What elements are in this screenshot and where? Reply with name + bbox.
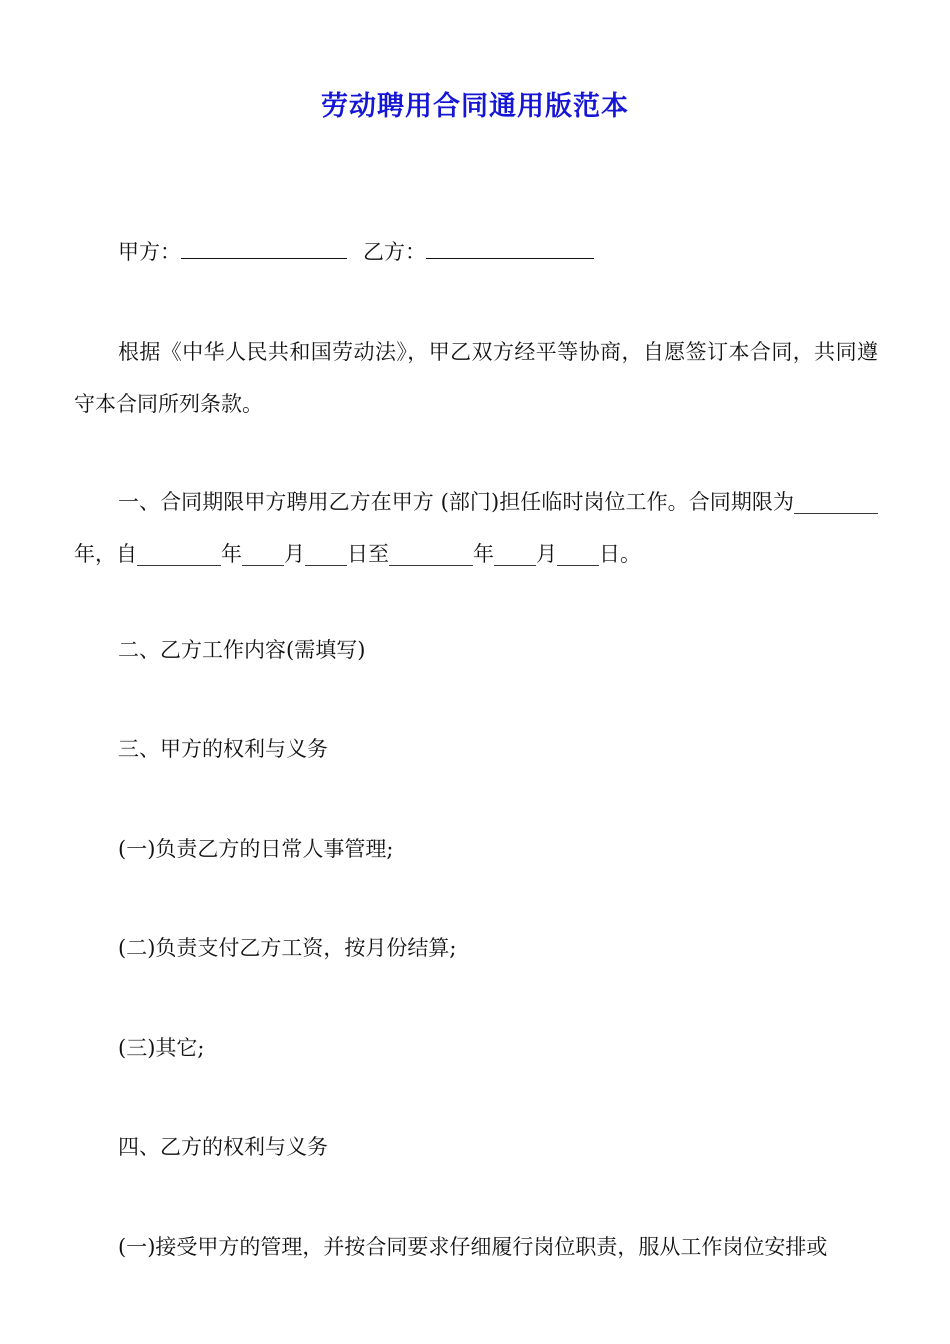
party-b-blank[interactable]	[426, 238, 594, 259]
parties-line	[118, 238, 594, 266]
clause-3-heading: 三、甲方的权利与义务	[118, 737, 328, 761]
party-a-blank[interactable]	[181, 238, 347, 259]
clause-4-item-1: (一)接受甲方的管理，并按合同要求仔细履行岗位职责，服从工作岗位安排或	[118, 1235, 828, 1259]
clause-2-heading: 二、乙方工作内容(需填写)	[118, 638, 366, 662]
clause-3-item-2: (二)负责支付乙方工资，按月份结算;	[118, 936, 457, 960]
party-b-label: 乙方：	[363, 240, 426, 264]
clause-4-heading: 四、乙方的权利与义务	[118, 1135, 328, 1159]
document-title: 劳动聘用合同通用版范本	[321, 91, 629, 122]
preamble-paragraph: 根据《中华人民共和国劳动法》，甲乙双方经平等协商，自愿签订本合同，共同遵守本合同所列条款。	[74, 340, 878, 416]
clause-3-item-3: (三)其它;	[118, 1036, 205, 1060]
clause-3-item-1: (一)负责乙方的日常人事管理;	[118, 837, 394, 861]
clause-1-term: 一、合同期限甲方聘用乙方在甲方 (部门)担任临时岗位工作。合同期限为________年，自________年____月____日至________年____月____日。	[74, 490, 878, 566]
party-a-label: 甲方：	[118, 240, 181, 264]
